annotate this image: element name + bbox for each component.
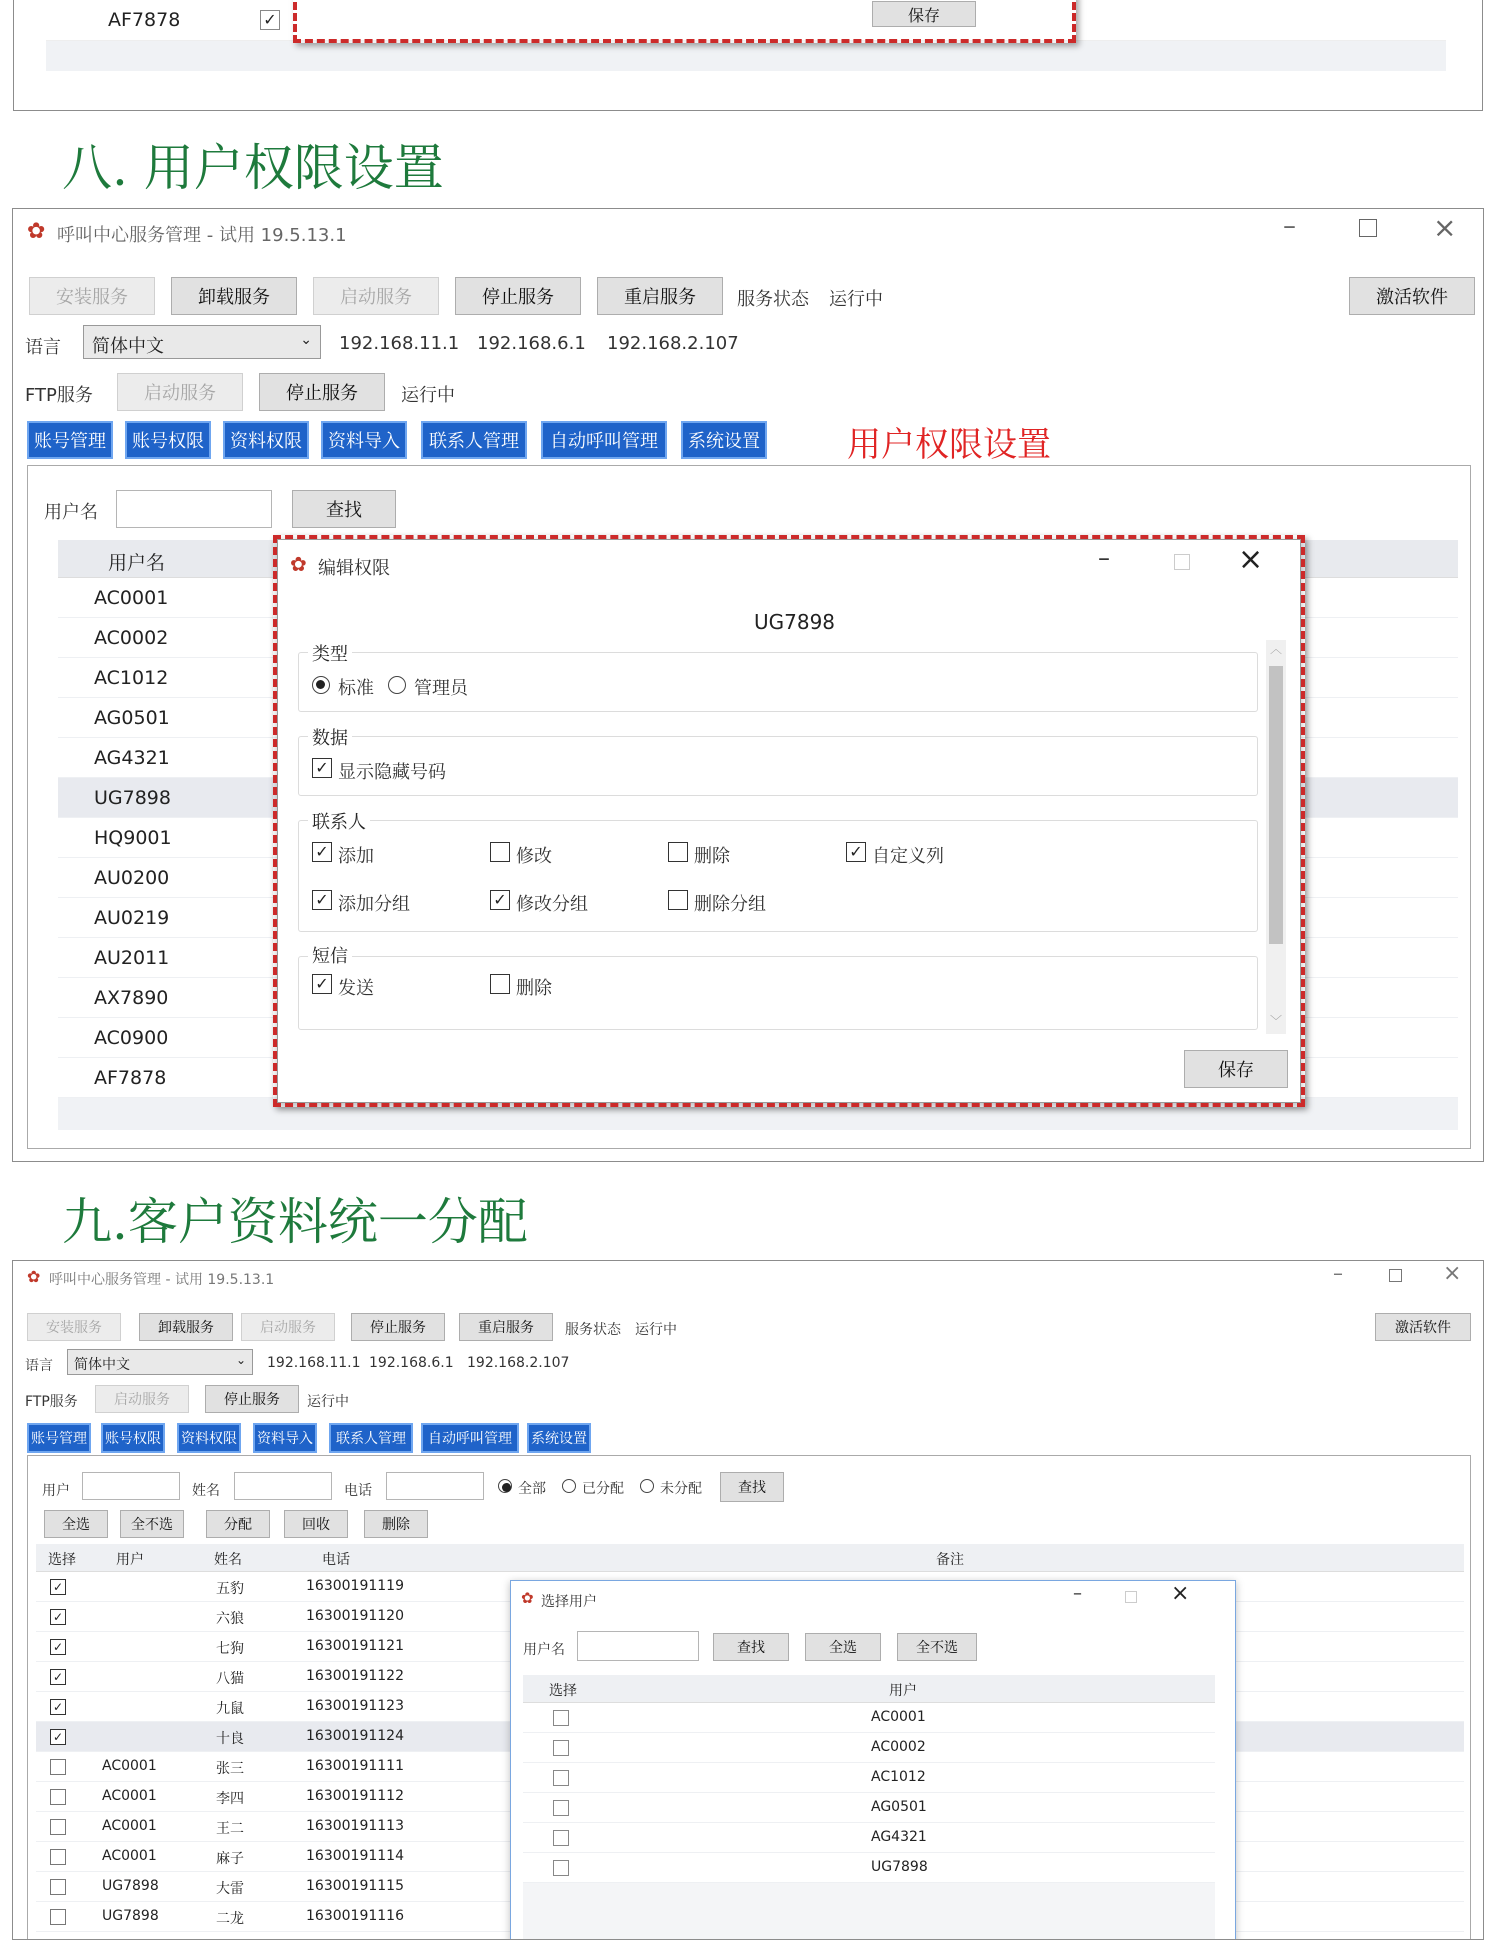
row-phone: 16300191123 bbox=[306, 1698, 404, 1714]
app-icon: ✿ bbox=[27, 219, 46, 244]
contact-edit-label: 修改 bbox=[516, 846, 552, 867]
row-phone: 16300191116 bbox=[306, 1908, 404, 1924]
window-title: 呼叫中心服务管理 - 试用 19.5.13.1 bbox=[57, 225, 347, 246]
row-username: AC0900 bbox=[94, 1027, 169, 1049]
scroll-up-icon[interactable]: ︿ bbox=[1270, 642, 1283, 656]
dialog-title: 选择用户 bbox=[541, 1594, 597, 1610]
filter-name-label: 姓名 bbox=[192, 1483, 220, 1499]
filter-all-radio[interactable] bbox=[498, 1479, 512, 1493]
filter-name-input[interactable] bbox=[234, 1472, 332, 1500]
window-title: 呼叫中心服务管理 - 试用 19.5.13.1 bbox=[49, 1272, 275, 1288]
ftp-label: FTP服务 bbox=[25, 1394, 78, 1410]
service-status-value: 运行中 bbox=[635, 1322, 677, 1338]
sms-send-label: 发送 bbox=[338, 978, 374, 999]
section-heading-8: 八. 用户权限设置 bbox=[62, 139, 444, 197]
column-header-note: 备注 bbox=[936, 1552, 964, 1568]
tab-data-permissions[interactable]: 资料权限 bbox=[223, 421, 309, 459]
restart-service-button[interactable]: 重启服务 bbox=[459, 1313, 553, 1341]
row-checkbox[interactable] bbox=[50, 1909, 66, 1925]
contact-delete-label: 删除 bbox=[694, 846, 730, 867]
filter-unassigned-radio[interactable] bbox=[640, 1479, 654, 1493]
data-group-title: 数据 bbox=[308, 724, 352, 750]
annotation-label: 用户权限设置 bbox=[847, 425, 1051, 465]
minimize-icon[interactable]: – bbox=[1073, 1583, 1082, 1604]
row-username: AF7878 bbox=[94, 1067, 167, 1089]
ip-address: 192.168.2.107 bbox=[607, 333, 739, 354]
row-user: UG7898 bbox=[102, 1908, 159, 1924]
table-row[interactable] bbox=[523, 1703, 1215, 1733]
row-checkbox[interactable] bbox=[50, 1759, 66, 1775]
row-phone: 16300191111 bbox=[306, 1758, 404, 1774]
type-group-title: 类型 bbox=[308, 640, 352, 666]
app-window-assignment bbox=[12, 1260, 1484, 1940]
select-all-button[interactable]: 全选 bbox=[44, 1510, 108, 1538]
row-username: UG7898 bbox=[871, 1859, 928, 1875]
filter-all-label: 全部 bbox=[518, 1481, 546, 1497]
table-row[interactable] bbox=[523, 1733, 1215, 1763]
uninstall-service-button[interactable]: 卸载服务 bbox=[171, 277, 297, 315]
row-name: 十良 bbox=[216, 1731, 244, 1747]
table-header bbox=[523, 1675, 1215, 1703]
row-username: UG7898 bbox=[94, 787, 171, 809]
row-username: AU0200 bbox=[94, 867, 170, 889]
row-user: AC0001 bbox=[102, 1758, 157, 1774]
chevron-down-icon: ⌄ bbox=[300, 332, 312, 348]
ftp-label: FTP服务 bbox=[25, 385, 93, 406]
row-checkbox[interactable] bbox=[50, 1849, 66, 1865]
language-select[interactable]: 简体中文 ⌄ bbox=[83, 325, 321, 359]
row-phone: 16300191112 bbox=[306, 1788, 404, 1804]
row-phone: 16300191122 bbox=[306, 1668, 404, 1684]
show-hidden-checkbox[interactable]: ✓ bbox=[312, 758, 332, 778]
maximize-icon[interactable] bbox=[1359, 219, 1377, 237]
app-window-permissions bbox=[12, 208, 1484, 1162]
filter-phone-input[interactable] bbox=[386, 1472, 484, 1500]
username-input[interactable] bbox=[577, 1631, 699, 1661]
table-header bbox=[36, 1544, 1464, 1572]
minimize-icon[interactable]: – bbox=[1283, 211, 1296, 241]
search-button[interactable]: 查找 bbox=[713, 1633, 789, 1661]
row-user: AC0001 bbox=[102, 1848, 157, 1864]
row-username: HQ9001 bbox=[94, 827, 172, 849]
table-row[interactable] bbox=[523, 1823, 1215, 1853]
row-checkbox[interactable]: ✓ bbox=[50, 1579, 66, 1595]
stop-service-button[interactable]: 停止服务 bbox=[351, 1313, 445, 1341]
row-name: 王二 bbox=[216, 1821, 244, 1837]
row-checkbox[interactable]: ✓ bbox=[50, 1609, 66, 1625]
row-phone: 16300191114 bbox=[306, 1848, 404, 1864]
ip-address: 192.168.11.1 bbox=[267, 1355, 361, 1371]
user-table bbox=[523, 1675, 1215, 1940]
filter-assigned-label: 已分配 bbox=[582, 1481, 624, 1497]
service-status-label: 服务状态 bbox=[737, 289, 809, 310]
ftp-status: 运行中 bbox=[307, 1394, 349, 1410]
row-username: AG0501 bbox=[94, 707, 170, 729]
filter-phone-label: 电话 bbox=[344, 1483, 372, 1499]
row-username: AC1012 bbox=[871, 1769, 926, 1785]
row-user: AC0001 bbox=[102, 1818, 157, 1834]
row-checkbox[interactable] bbox=[50, 1819, 66, 1835]
search-button[interactable]: 查找 bbox=[720, 1472, 784, 1502]
tab-system-settings[interactable]: 系统设置 bbox=[527, 1423, 591, 1453]
search-label: 用户名 bbox=[523, 1642, 565, 1658]
row-name: 张三 bbox=[216, 1761, 244, 1777]
row-username: AG4321 bbox=[871, 1829, 927, 1845]
tab-account-permissions[interactable]: 账号权限 bbox=[101, 1423, 165, 1453]
language-label: 语言 bbox=[25, 1358, 53, 1374]
service-status-value: 运行中 bbox=[829, 289, 883, 310]
filter-unassigned-label: 未分配 bbox=[660, 1481, 702, 1497]
maximize-icon[interactable] bbox=[1389, 1269, 1402, 1282]
row-username: AC0001 bbox=[94, 587, 169, 609]
close-icon[interactable]: × bbox=[1171, 1581, 1190, 1606]
dialog-title: 编辑权限 bbox=[318, 558, 390, 579]
filter-assigned-radio[interactable] bbox=[562, 1479, 576, 1493]
row-name: 六狼 bbox=[216, 1611, 244, 1627]
type-admin-label: 管理员 bbox=[414, 678, 468, 699]
table-row[interactable] bbox=[523, 1853, 1215, 1883]
tab-system-settings[interactable]: 系统设置 bbox=[681, 421, 767, 459]
row-username: AC0002 bbox=[94, 627, 169, 649]
minimize-icon[interactable]: – bbox=[1333, 1261, 1343, 1285]
ip-address: 192.168.11.1 bbox=[339, 333, 460, 354]
dialog-username: UG7898 bbox=[754, 610, 836, 634]
row-name: 李四 bbox=[216, 1791, 244, 1807]
row-user: AF7878 bbox=[108, 9, 181, 31]
ftp-stop-button[interactable]: 停止服务 bbox=[259, 373, 385, 411]
row-username: AX7890 bbox=[94, 987, 169, 1009]
column-header-phone: 电话 bbox=[322, 1552, 350, 1568]
row-name: 五豹 bbox=[216, 1581, 244, 1597]
start-service-button[interactable]: 启动服务 bbox=[313, 277, 439, 315]
row-checkbox[interactable] bbox=[50, 1879, 66, 1895]
sms-send-checkbox[interactable]: ✓ bbox=[312, 974, 332, 994]
ip-address: 192.168.2.107 bbox=[467, 1355, 570, 1371]
tab-account-management[interactable]: 账号管理 bbox=[27, 421, 113, 459]
row-checkbox[interactable]: ✓ bbox=[50, 1729, 66, 1745]
close-icon[interactable]: × bbox=[1238, 542, 1264, 577]
tab-account-management[interactable]: 账号管理 bbox=[27, 1423, 91, 1453]
select-user-dialog bbox=[510, 1580, 1236, 1940]
close-icon[interactable]: × bbox=[1433, 211, 1457, 244]
tab-data-permissions[interactable]: 资料权限 bbox=[177, 1423, 241, 1453]
contact-add-label: 添加 bbox=[338, 846, 374, 867]
column-header-select: 选择 bbox=[549, 1683, 577, 1699]
ip-address: 192.168.6.1 bbox=[477, 333, 586, 354]
column-header-user: 用户 bbox=[116, 1552, 144, 1568]
dialog-icon: ✿ bbox=[521, 1589, 534, 1607]
close-icon[interactable]: × bbox=[1443, 1261, 1462, 1286]
type-standard-label: 标准 bbox=[338, 678, 374, 699]
contact-delete-group-label: 删除分组 bbox=[694, 894, 766, 915]
row-checkbox[interactable]: ✓ bbox=[260, 10, 280, 30]
row-username: AC1012 bbox=[94, 667, 169, 689]
row-username: AG4321 bbox=[94, 747, 170, 769]
language-label: 语言 bbox=[25, 337, 61, 358]
row-phone: 16300191120 bbox=[306, 1608, 404, 1624]
ip-address: 192.168.6.1 bbox=[369, 1355, 454, 1371]
row-phone: 16300191121 bbox=[306, 1638, 404, 1654]
start-service-button[interactable]: 启动服务 bbox=[241, 1313, 335, 1341]
row-name: 麻子 bbox=[216, 1851, 244, 1867]
service-status-label: 服务状态 bbox=[565, 1322, 621, 1338]
install-service-button[interactable]: 安装服务 bbox=[27, 1313, 121, 1341]
row-checkbox[interactable]: ✓ bbox=[50, 1669, 66, 1685]
column-header-name: 姓名 bbox=[214, 1552, 242, 1568]
install-service-button[interactable]: 安装服务 bbox=[29, 277, 155, 315]
row-user: UG7898 bbox=[102, 1878, 159, 1894]
sms-delete-label: 删除 bbox=[516, 978, 552, 999]
row-name: 八猫 bbox=[216, 1671, 244, 1687]
uninstall-service-button[interactable]: 卸载服务 bbox=[139, 1313, 233, 1341]
row-name: 九鼠 bbox=[216, 1701, 244, 1717]
row-checkbox[interactable] bbox=[50, 1789, 66, 1805]
minimize-icon[interactable]: – bbox=[1098, 544, 1110, 572]
search-label: 用户名 bbox=[44, 502, 98, 523]
save-button[interactable]: 保存 bbox=[872, 1, 976, 27]
select-all-button[interactable]: 全选 bbox=[805, 1633, 881, 1661]
row-username: AU0219 bbox=[94, 907, 170, 929]
save-button[interactable]: 保存 bbox=[1184, 1050, 1288, 1088]
row-username: AC0001 bbox=[871, 1709, 926, 1725]
contact-group-title: 联系人 bbox=[308, 808, 370, 834]
row-phone: 16300191124 bbox=[306, 1728, 404, 1744]
sms-group-title: 短信 bbox=[308, 942, 352, 968]
table-row[interactable] bbox=[523, 1793, 1215, 1823]
tab-contact-management[interactable]: 联系人管理 bbox=[421, 421, 527, 459]
contact-add-group-checkbox[interactable]: ✓ bbox=[312, 890, 332, 910]
row-name: 二龙 bbox=[216, 1911, 244, 1927]
restart-service-button[interactable]: 重启服务 bbox=[597, 277, 723, 315]
contact-edit-group-label: 修改分组 bbox=[516, 894, 588, 915]
row-user: AC0001 bbox=[102, 1788, 157, 1804]
contact-add-checkbox[interactable]: ✓ bbox=[312, 842, 332, 862]
ftp-start-button[interactable]: 启动服务 bbox=[117, 373, 243, 411]
previous-window-fragment bbox=[13, 0, 1483, 111]
row-checkbox[interactable]: ✓ bbox=[50, 1699, 66, 1715]
tab-auto-call[interactable]: 自动呼叫管理 bbox=[421, 1423, 519, 1453]
stop-service-button[interactable]: 停止服务 bbox=[455, 277, 581, 315]
ftp-start-button[interactable]: 启动服务 bbox=[95, 1385, 189, 1413]
row-checkbox[interactable] bbox=[553, 1860, 569, 1876]
row-username: AG0501 bbox=[871, 1799, 927, 1815]
row-checkbox[interactable]: ✓ bbox=[50, 1639, 66, 1655]
column-header-select: 选择 bbox=[48, 1552, 76, 1568]
row-checkbox[interactable] bbox=[553, 1710, 569, 1726]
row-checkbox[interactable] bbox=[553, 1770, 569, 1786]
row-phone: 16300191113 bbox=[306, 1818, 404, 1834]
tab-data-import[interactable]: 资料导入 bbox=[253, 1423, 317, 1453]
row-phone: 16300191115 bbox=[306, 1878, 404, 1894]
contact-custom-checkbox[interactable]: ✓ bbox=[846, 842, 866, 862]
contact-custom-label: 自定义列 bbox=[872, 846, 944, 867]
scroll-down-icon[interactable]: ﹀ bbox=[1270, 1014, 1283, 1028]
contact-edit-group-checkbox[interactable]: ✓ bbox=[490, 890, 510, 910]
tab-account-permissions[interactable]: 账号权限 bbox=[125, 421, 211, 459]
column-header-username: 用户名 bbox=[108, 552, 166, 574]
select-none-button[interactable]: 全不选 bbox=[120, 1510, 184, 1538]
ftp-status: 运行中 bbox=[401, 385, 455, 406]
language-select[interactable]: 简体中文 ⌄ bbox=[67, 1349, 253, 1375]
activate-button[interactable]: 激活软件 bbox=[1349, 277, 1475, 315]
table-row[interactable] bbox=[523, 1763, 1215, 1793]
row-checkbox[interactable] bbox=[553, 1740, 569, 1756]
filter-user-input[interactable] bbox=[82, 1472, 180, 1500]
row-checkbox[interactable] bbox=[553, 1800, 569, 1816]
search-button[interactable]: 查找 bbox=[292, 490, 396, 528]
username-input[interactable] bbox=[116, 490, 272, 528]
row-username: AC0002 bbox=[871, 1739, 926, 1755]
dialog-icon: ✿ bbox=[290, 552, 307, 576]
app-icon: ✿ bbox=[27, 1267, 41, 1286]
delete-button[interactable]: 删除 bbox=[364, 1510, 428, 1538]
assign-button[interactable]: 分配 bbox=[206, 1510, 270, 1538]
row-phone: 16300191119 bbox=[306, 1578, 404, 1594]
row-name: 大雷 bbox=[216, 1881, 244, 1897]
row-checkbox[interactable] bbox=[553, 1830, 569, 1846]
filter-user-label: 用户 bbox=[42, 1483, 70, 1499]
row-username: AU2011 bbox=[94, 947, 170, 969]
tab-auto-call[interactable]: 自动呼叫管理 bbox=[541, 421, 667, 459]
tab-data-import[interactable]: 资料导入 bbox=[321, 421, 407, 459]
section-heading-9: 九.客户资料统一分配 bbox=[62, 1193, 528, 1251]
column-header-user: 用户 bbox=[889, 1683, 917, 1699]
content-panel bbox=[27, 1455, 1471, 1940]
recycle-button[interactable]: 回收 bbox=[284, 1510, 348, 1538]
highlight-frame bbox=[273, 535, 1305, 1107]
tab-contact-management[interactable]: 联系人管理 bbox=[329, 1423, 413, 1453]
maximize-icon[interactable] bbox=[1125, 1591, 1137, 1603]
ftp-stop-button[interactable]: 停止服务 bbox=[205, 1385, 299, 1413]
show-hidden-label: 显示隐藏号码 bbox=[338, 762, 446, 783]
contact-add-group-label: 添加分组 bbox=[338, 894, 410, 915]
chevron-down-icon: ⌄ bbox=[235, 1353, 246, 1367]
activate-button[interactable]: 激活软件 bbox=[1375, 1313, 1471, 1341]
row-name: 七狗 bbox=[216, 1641, 244, 1657]
select-none-button[interactable]: 全不选 bbox=[897, 1633, 977, 1661]
